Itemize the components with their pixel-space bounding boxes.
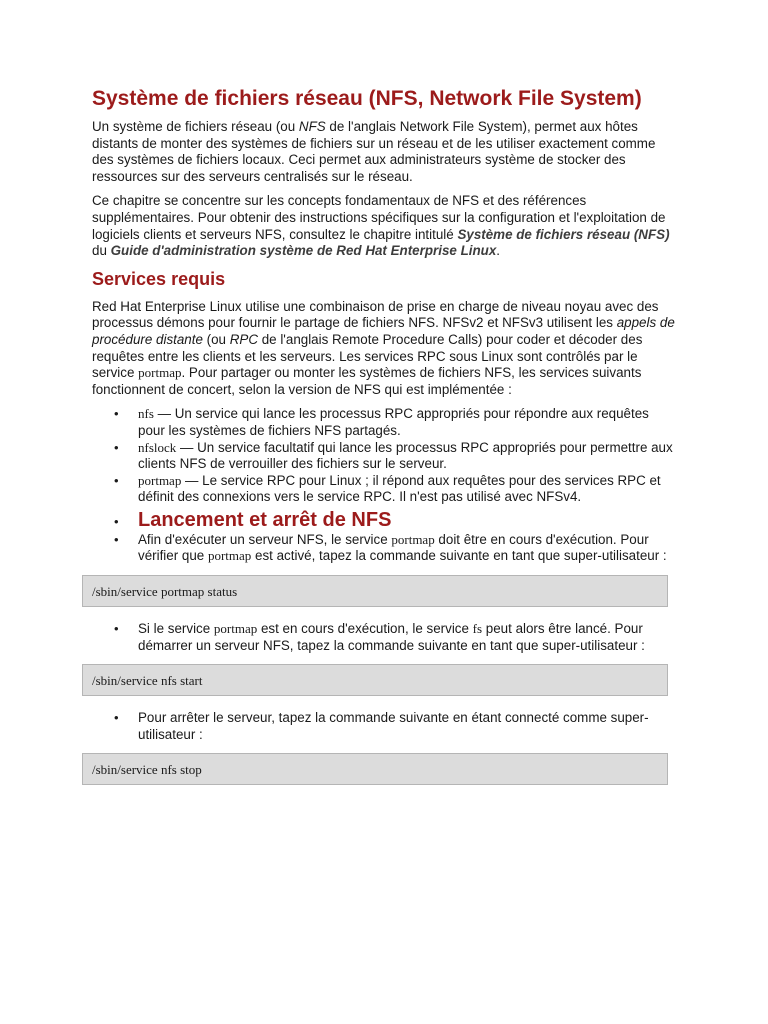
command-block-nfs-start: /sbin/service nfs start bbox=[82, 664, 668, 696]
bullet-icon: • bbox=[114, 531, 119, 547]
intro-paragraph-2 bbox=[92, 193, 678, 259]
text-run: Si le service bbox=[138, 621, 214, 637]
command-block-portmap-status: /sbin/service portmap status bbox=[82, 575, 668, 607]
text-run: . bbox=[496, 243, 501, 259]
section-heading-services: Services requis bbox=[92, 268, 226, 289]
bullet-icon: • bbox=[114, 472, 119, 488]
inline-code: portmap bbox=[391, 531, 435, 547]
text-run: Ce chapitre se concentre sur les concepts fondamentaux de NFS et des références supplémentaires. Pour obtenir des instructions spécifiques sur la configuration et l'exploitation de logiciels clients et serveurs NFS, consultez le chapitre intitulé bbox=[92, 193, 666, 242]
list-item-text: — Un service facultatif qui lance les processus RPC appropriés pour permettre aux clients NFS de verrouiller des fichiers sur le serveur. bbox=[138, 439, 673, 472]
term-rpc-full: appels de procédure distante bbox=[92, 315, 675, 347]
intro-paragraph-1 bbox=[92, 119, 678, 185]
inline-code: portmap bbox=[213, 621, 258, 637]
inline-code: fs bbox=[472, 621, 483, 637]
page-title: Système de fichiers réseau (NFS, Network File System) bbox=[92, 87, 642, 110]
guide-reference: Guide d'administration système de Red Hat Enterprise Linux bbox=[110, 243, 497, 259]
section-heading-start-stop bbox=[92, 508, 678, 532]
command-block-nfs-stop: /sbin/service nfs stop bbox=[82, 753, 668, 785]
text-run: est activé, tapez la commande suivante en tant que super-utilisateur : bbox=[251, 548, 667, 564]
start-list bbox=[92, 621, 678, 654]
list-item-text: — Le service RPC pour Linux ; il répond aux requêtes pour des services RPC et définit des connexions vers le service RPC. Il n'est pas utilisé avec NFSv4. bbox=[138, 472, 661, 505]
bullet-icon: • bbox=[114, 710, 119, 726]
text-run: est en cours d'exécution, le service bbox=[257, 621, 473, 637]
inline-code: nfs bbox=[138, 406, 154, 422]
list-item bbox=[92, 406, 678, 439]
bullet-icon: • bbox=[114, 513, 119, 529]
services-paragraph bbox=[92, 299, 678, 399]
text-run: . Pour partager ou monter les systèmes de fichiers NFS, les services suivants fonctionnent de concert, selon la version de NFS qui est implémentée : bbox=[92, 365, 642, 397]
list-item bbox=[92, 621, 678, 654]
inline-code: nfslock bbox=[138, 439, 177, 455]
list-item bbox=[92, 710, 678, 743]
text-run: de l'anglais Network File System), permet aux hôtes distants de monter des systèmes de fichiers sur un réseau et de les utiliser exactement comme des systèmes de fichiers locaux. Ceci permet aux administrateurs système de stocker des ressources sur des serveurs centralisés sur le réseau. bbox=[92, 119, 656, 184]
section-heading-text: Lancement et arrêt de NFS bbox=[138, 508, 392, 531]
text-run: Afin d'exécuter un serveur NFS, le service bbox=[138, 531, 392, 547]
text-run: peut alors être lancé. Pour démarrer un serveur NFS, tapez la commande suivante en tant que super-utilisateur : bbox=[138, 621, 645, 653]
inline-code: portmap bbox=[138, 472, 182, 488]
list-item-text: Pour arrêter le serveur, tapez la commande suivante en étant connecté comme super-utilisateur : bbox=[138, 710, 649, 742]
text-run: de l'anglais Remote Procedure Calls) pour coder et décoder des requêtes entre les clients et les serveurs. Les services RPC sous Linux sont contrôlés par le service bbox=[92, 331, 643, 381]
list-item bbox=[92, 473, 678, 506]
bullet-icon: • bbox=[114, 406, 119, 422]
acronym-nfs: NFS bbox=[298, 119, 326, 134]
inline-code: portmap bbox=[138, 365, 182, 381]
list-item-text: — Un service qui lance les processus RPC appropriés pour répondre aux requêtes pour les systèmes de fichiers NFS partagés. bbox=[138, 406, 649, 438]
inline-code: portmap bbox=[207, 548, 252, 564]
chapter-reference: Système de fichiers réseau (NFS) bbox=[457, 226, 670, 242]
list-item bbox=[92, 532, 678, 565]
text-run: du bbox=[92, 243, 111, 259]
text-run: (ou bbox=[202, 331, 230, 347]
services-list bbox=[92, 406, 678, 565]
document-content bbox=[92, 86, 678, 799]
text-run: doit être en cours d'exécution. Pour vérifier que bbox=[138, 531, 649, 564]
text-run: Red Hat Enterprise Linux utilise une combinaison de prise en charge de niveau noyau avec des processus démons pour fournir le partage de fichiers NFS. NFSv2 et NFSv3 utilisent les bbox=[92, 298, 659, 331]
bullet-icon: • bbox=[114, 621, 119, 637]
stop-list bbox=[92, 710, 678, 743]
bullet-icon: • bbox=[114, 439, 119, 455]
list-item bbox=[92, 440, 678, 473]
term-rpc: RPC bbox=[229, 331, 258, 347]
text-run: Un système de fichiers réseau (ou bbox=[92, 119, 299, 134]
